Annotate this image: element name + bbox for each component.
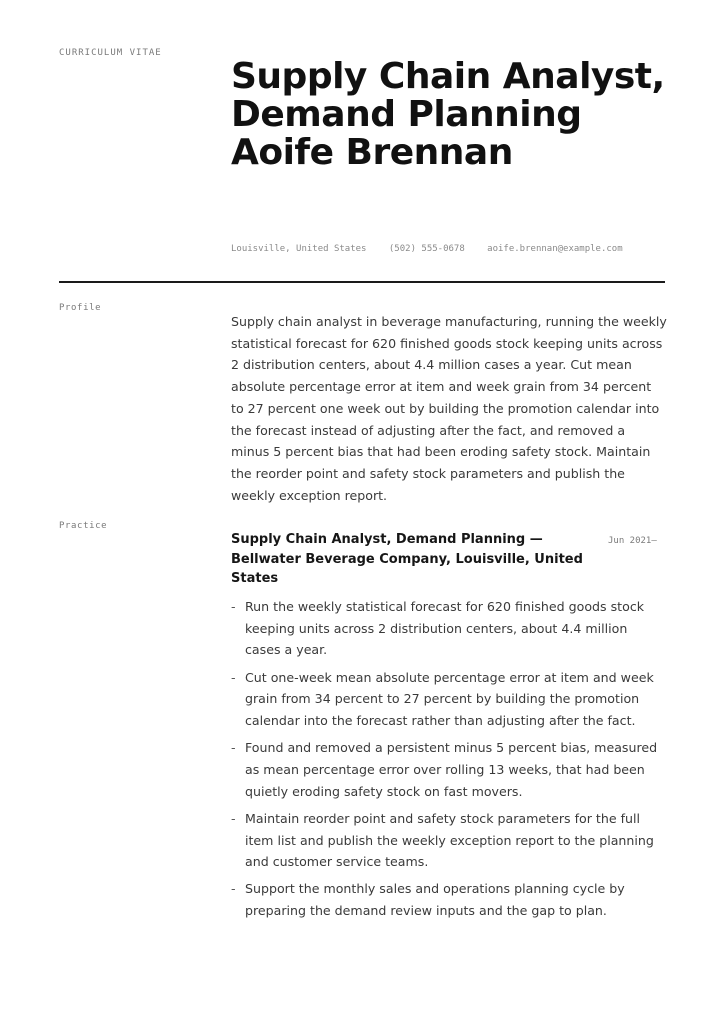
practice-section-label: Practice (59, 521, 108, 531)
list-item (231, 667, 665, 732)
profile-section-label: Profile (59, 303, 102, 313)
list-item (231, 596, 665, 661)
contact-email[interactable]: aoife.brennan@example.com (487, 244, 623, 254)
document-eyebrow: CURRICULUM VITAE (59, 48, 162, 58)
list-item (231, 808, 665, 873)
bullet-marker: - (231, 599, 236, 614)
job-title: Supply Chain Analyst, Demand Planning — Bellwater Beverage Company, Louisville, United States (231, 532, 583, 586)
bullet-text: Run the weekly statistical forecast for 620 finished goods stock keeping units across 2 distribution centers, about 4.4 million cases a year. (245, 599, 645, 658)
job-dates: Jun 2021— (608, 536, 657, 546)
list-item (231, 737, 665, 802)
contact-location: Louisville, United States (231, 244, 367, 254)
list-item (231, 878, 665, 921)
profile-summary: Supply chain analyst in beverage manufacturing, running the weekly statistical forecast for 620 finished goods stock keeping units across 2 distribution centers, about 4.4 million cases a year. Cut mean absolute percentage error at item and week grain from 34 percent to 27 percent one week out by building the promotion calendar into the forecast instead of adjusting after the fact, and removed a minus 5 percent bias that had been eroding safety stock. Maintain the reorder point and safety stock parameters and publish the weekly exception report. (231, 314, 667, 503)
bullet-text: Found and removed a persistent minus 5 percent bias, measured as mean percentage error over rolling 13 weeks, that had been quietly eroding safety stock on fast movers. (245, 740, 658, 799)
contact-line (231, 244, 640, 254)
bullet-text: Support the monthly sales and operations planning cycle by preparing the demand review inputs and the gap to plan. (245, 881, 625, 919)
bullet-marker: - (231, 740, 236, 756)
page-title: Supply Chain Analyst, Demand Planning Aoife Brennan (231, 56, 665, 173)
bullet-text: Maintain reorder point and safety stock parameters for the full item list and publish the weekly exception report to the planning and customer service teams. (245, 810, 654, 870)
bullet-text: Cut one-week mean absolute percentage error at item and week grain from 34 percent to 27 percent by building the promotion calendar into the forecast rather than adjusting after the fact. (245, 669, 654, 729)
header-divider (59, 281, 665, 283)
contact-phone: (502) 555-0678 (388, 244, 465, 254)
bullet-marker: - (231, 810, 236, 826)
job-bullet-list (231, 596, 665, 927)
bullet-marker: - (231, 669, 236, 685)
bullet-marker: - (231, 881, 236, 897)
